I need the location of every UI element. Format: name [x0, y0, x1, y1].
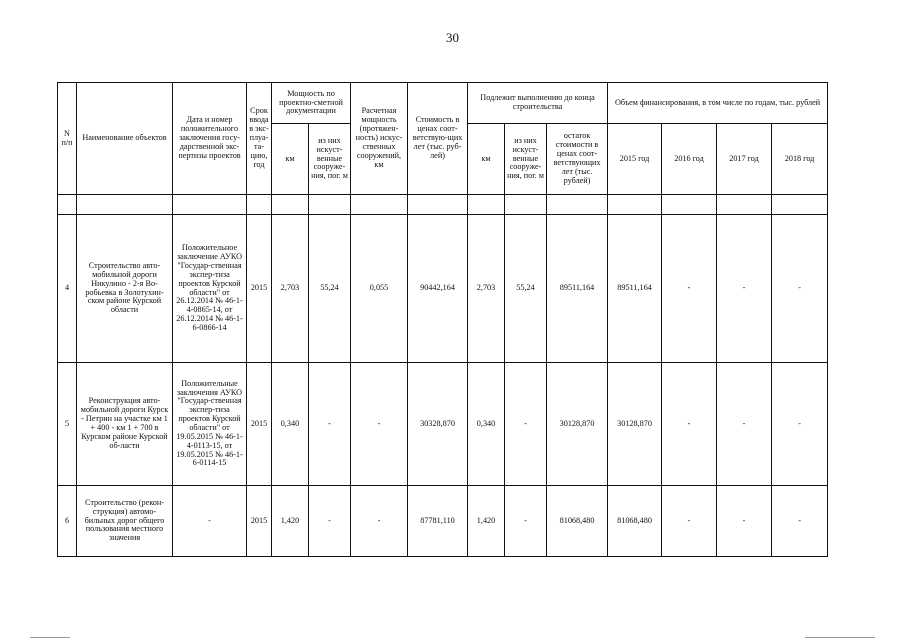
header-to-complete-remaining: остаток стоимости в ценах соот-ветствующих лет (тыс. рублей): [547, 124, 608, 195]
cell-rem-cost: 89511,164: [547, 215, 608, 363]
table-row: [58, 486, 828, 557]
column-number-row: [58, 195, 828, 215]
cell-rem-km: 2,703: [468, 215, 505, 363]
objects-table: [57, 82, 828, 557]
cell-expertise: Положительные заключения АУКО "Государ-ственная экспер-тиза проектов Курской области" от 19.05.2015 № 46-1-4-0113-15, от 19.05.2015 № 46-1-6-0114-15: [173, 363, 247, 486]
cell-artificial: -: [309, 486, 351, 557]
cell-rem-artificial: -: [505, 486, 547, 557]
header-to-complete-km: км: [468, 124, 505, 195]
header-to-complete-artificial: из них искуст-венные сооруже-ния, пог. м: [505, 124, 547, 195]
cell-deadline: 2015: [247, 363, 272, 486]
cell-expertise: Положительное заключение АУКО "Государ-ственная экспер-тиза проектов Курской области" от 26.12.2014 № 46-1-4-0865-14, от 26.12.2014 № 46-1-6-0866-14: [173, 215, 247, 363]
header-financing-group: Объем финансирования, в том числе по годам, тыс. рублей: [608, 83, 828, 124]
cell-num: 5: [58, 363, 77, 486]
cell-y2015: 81068,480: [608, 486, 662, 557]
cell-cost: 30328,870: [408, 363, 468, 486]
cell-y2015: 30128,870: [608, 363, 662, 486]
cell-deadline: 2015: [247, 486, 272, 557]
cell-cost: 87781,110: [408, 486, 468, 557]
header-year-2018: 2018 год: [772, 124, 828, 195]
scan-edge-mark: [805, 637, 875, 638]
header-expertise: Дата и номер положительного заключения госу-дарственной экс-пертизы проектов: [173, 83, 247, 195]
cell-y2016: -: [662, 486, 717, 557]
header-year-2016: 2016 год: [662, 124, 717, 195]
cell-artificial: 55,24: [309, 215, 351, 363]
cell-calc: 0,055: [351, 215, 408, 363]
table-row: [58, 363, 828, 486]
cell-deadline: 2015: [247, 215, 272, 363]
table-row: [58, 215, 828, 363]
cell-y2015: 89511,164: [608, 215, 662, 363]
header-deadline: Срок ввода в экс-плуа-та-цию, год: [247, 83, 272, 195]
cell-y2017: -: [717, 215, 772, 363]
cell-km: 0,340: [272, 363, 309, 486]
cell-rem-cost: 30128,870: [547, 363, 608, 486]
cell-num: 6: [58, 486, 77, 557]
cell-y2018: -: [772, 486, 828, 557]
header-row: [58, 83, 828, 124]
cell-y2016: -: [662, 363, 717, 486]
header-year-2017: 2017 год: [717, 124, 772, 195]
cell-y2018: -: [772, 215, 828, 363]
cell-rem-km: 1,420: [468, 486, 505, 557]
cell-name: Строительство авто-мобильной дороги Никулино - 2-я Во-робьевка в Золотухин-ском районе Курской области: [77, 215, 173, 363]
cell-y2017: -: [717, 486, 772, 557]
cell-calc: -: [351, 486, 408, 557]
cell-rem-km: 0,340: [468, 363, 505, 486]
cell-rem-artificial: 55,24: [505, 215, 547, 363]
cell-name: Строительство (рекон-струкция) автомо-бильных дорог общего пользования местного значения: [77, 486, 173, 557]
header-calc-capacity: Расчетная мощность (протяжен-ность) искус-ственных сооружений, км: [351, 83, 408, 195]
cell-y2016: -: [662, 215, 717, 363]
cell-y2018: -: [772, 363, 828, 486]
scan-edge-mark: [30, 637, 70, 638]
header-capacity-km: км: [272, 124, 309, 195]
header-cost: Стоимость в ценах соот-ветствую-щих лет (тыс. руб-лей): [408, 83, 468, 195]
header-capacity-artificial: из них искуст-венные сооруже-ния, пог. м: [309, 124, 351, 195]
header-num: N п/п: [58, 83, 77, 195]
header-name: Наименование объектов: [77, 83, 173, 195]
cell-calc: -: [351, 363, 408, 486]
header-year-2015: 2015 год: [608, 124, 662, 195]
header-to-complete-group: Подлежит выполнению до конца строительства: [468, 83, 608, 124]
cell-km: 1,420: [272, 486, 309, 557]
cell-y2017: -: [717, 363, 772, 486]
cell-expertise: -: [173, 486, 247, 557]
cell-name: Реконструкция авто-мобильной дороги Курск - Петрин на участке км 1 + 400 - км 1 + 700 в Курском районе Курской об-ласти: [77, 363, 173, 486]
cell-rem-cost: 81068,480: [547, 486, 608, 557]
page-number: 30: [446, 30, 459, 45]
cell-num: 4: [58, 215, 77, 363]
cell-artificial: -: [309, 363, 351, 486]
cell-km: 2,703: [272, 215, 309, 363]
cell-cost: 90442,164: [408, 215, 468, 363]
header-capacity-group: Мощность по проектно-сметной документации: [272, 83, 351, 124]
cell-rem-artificial: -: [505, 363, 547, 486]
